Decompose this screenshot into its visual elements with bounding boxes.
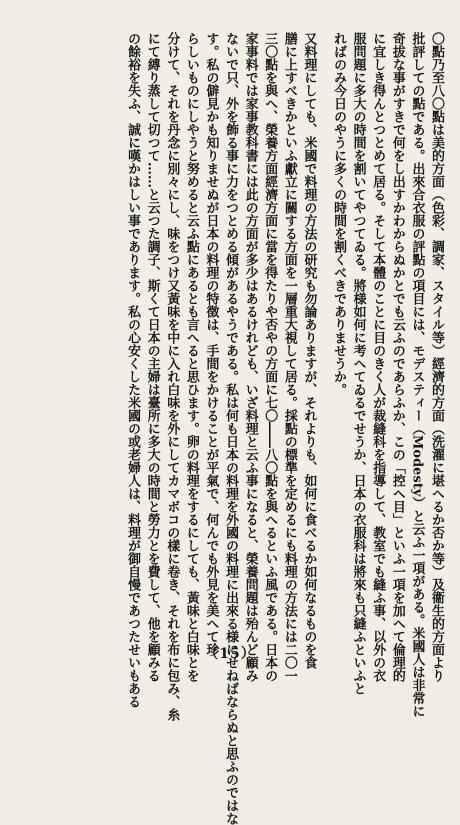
text-line: らしいものにしやうと努めると云ふ點にあるとも言へると思ひます。卵の料理をするにしても、黃味と白味とを [183, 32, 199, 682]
text-line: 服問題に多大の時間を割いてやつてゐる。將様如何に考へてゐるでせうか、日本の衣服科は將來も只縫ふといふと [350, 32, 366, 695]
text-line: 分けて、それを丹念に別々にし、味をつけ又黃味を中に入れ白味を外にしてカマボコの樣に卷き、それを布に包み、糸 [164, 32, 180, 721]
text-line: 家事料では家事教科書には此の方面が多少はあるけれども、いざ料理と云ふ事になると、榮養問題は殆んど顧み [242, 32, 258, 682]
text-line: ないで只、外を飾る事に力をつとめる傾があるやうである。私は何も日本の料理を外國の料理に出來る様にせねばならぬと思ふのではな [223, 32, 239, 825]
text-line: の餘裕を失ふ、誠に嘆かはしい事であります。私の心安くした米國の或老婦人は、料理が御自慢であつたせいもある [125, 32, 141, 708]
text-line: 又料理にしても、米國で料理の方法の研究も勿論ありますが、それよりも、如何に食べるか如何なるものを食 [301, 32, 317, 669]
text-line: す。私の僻見かも知りませぬが日本の料理の特徴は、手間をかけることが平氣で、何んでも外見を美へて珍 [203, 32, 219, 656]
text-line: 〇點乃至八〇點は美的方面（色彩、調家、スタイル等）經濟的方面（洗濯に堪へるか否か等）及衞生的方面より [429, 32, 444, 682]
text-line: 三〇點を與へ、榮養方面經濟方面に當を得たりや否やの方面に七〇――八〇點を與へるといふ風である。日本の [262, 32, 278, 682]
text-line: 批評しての點である。出來合衣服の評點の項目には、モデスティー（Modesty）と云ふ一項がある。米國人は非常に [409, 32, 425, 718]
paragraph-gap [318, 32, 328, 42]
text-line: にて縛り蒸して切つて……と云つた調子、斯くて日本の主婦は臺所に多大の時間と勞力とを費して、他を顧みる [144, 32, 160, 682]
text-line: 奇拔な事がすきで何をし出すかわからぬかとでも云ふのであらふか、この「控へ目」といふ一項を加へて倫理的 [389, 32, 405, 682]
text-line: に宜しき得んとつとめて居る。そして本體のことに目のきく人が裁縫科を指導して、教室でも縫ふ事、以外の衣 [370, 32, 386, 682]
text-line: ればのみ今日のやうに多くの時間を割くべきでありませうか。 [331, 32, 347, 396]
page-number: （15） [204, 646, 256, 662]
text-line: 膳に上すべきかといふ獻立に關する方面を一層重大視して居る。採點の標準を定めるにも料理の方法には二〇一 [281, 32, 297, 682]
